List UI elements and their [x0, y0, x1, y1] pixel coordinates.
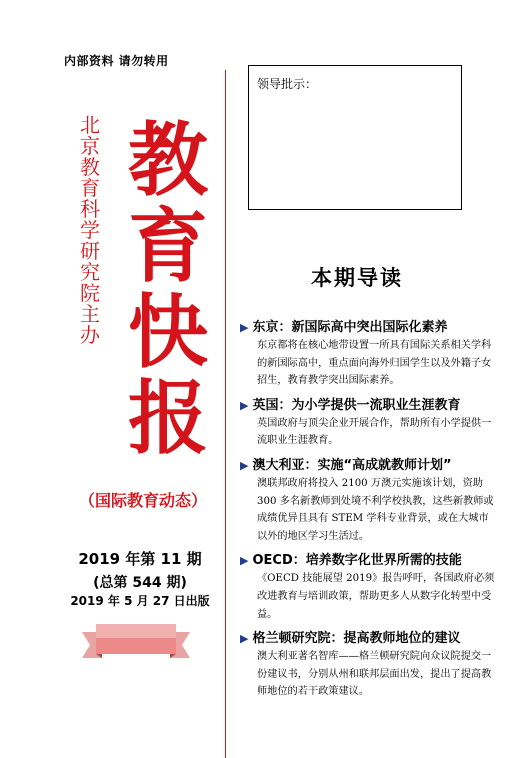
vertical-divider: [225, 70, 226, 758]
toc-item: [240, 456, 496, 545]
masthead-title: 教育快报: [128, 114, 208, 465]
toc-item: [240, 318, 496, 390]
publisher-label: 北京教育科学研究院 主办: [80, 113, 120, 347]
toc-item-desc: 《OECD 技能展望 2019》报告呼吁，各国政府必须改进教育与培训政策，帮助更多人从数字化转型中受益。: [257, 573, 495, 620]
triangle-bullet-icon: ▶: [240, 398, 249, 412]
toc-item: [240, 396, 496, 450]
toc-item-heading: 澳大利亚：实施“高成就教师计划”: [252, 457, 452, 473]
toc-item-desc: 英国政府与顶尖企业开展合作，帮助所有小学提供一流职业生涯教育。: [257, 417, 492, 447]
triangle-bullet-icon: ▶: [240, 321, 249, 334]
approval-box: [248, 65, 462, 210]
toc-item-desc: 澳联邦政府将投入 2100 万澳元实施该计划，资助 300 多名新教师到处境不利学校执教，这些新教师或成绩优异且具有 STEM 学科专业背景，或在大城市以外的地区学习生活过。: [257, 477, 494, 542]
triangle-bullet-icon: ▶: [240, 554, 249, 568]
toc-item: [240, 551, 496, 623]
toc-item-desc: 东京都将在核心地带设置一所具有国际关系相关学科的新国际高中，重点面向海外归国学生以及外籍子女招生，教育教学突出国际素养。: [257, 340, 492, 387]
triangle-bullet-icon: ▶: [240, 458, 249, 472]
issue-number: 2019 年第 11 期: [78, 550, 202, 568]
internal-label: 内部资料 请勿转用: [64, 54, 169, 68]
toc-item-heading: 东京：新国际高中突出国际化素养: [252, 320, 448, 335]
toc-item-heading: 格兰顿研究院：提高教师地位的建议: [252, 631, 461, 647]
toc-item-desc: 澳大利亚著名智库——格兰顿研究院向众议院提交一份建议书，分别从州和联邦层面出发，提出了提高教师地位的若干政策建议。: [257, 651, 492, 698]
triangle-bullet-icon: ▶: [240, 632, 249, 646]
toc-item-heading: 英国：为小学提供一流职业生涯教育: [252, 397, 461, 413]
toc-title: 本期导读: [311, 265, 403, 290]
publish-date: 2019 年 5 月 27 日出版: [70, 594, 210, 608]
total-issue-number: (总第 544 期): [93, 575, 187, 591]
toc-item: [240, 629, 496, 701]
ribbon-banner-icon: [80, 618, 192, 668]
approval-label: 领导批示：: [257, 77, 318, 91]
masthead-subtitle: （国际教育动态）: [78, 491, 207, 510]
toc-list: [240, 318, 496, 707]
toc-item-heading: OECD：培养数字化世界所需的技能: [252, 553, 462, 569]
